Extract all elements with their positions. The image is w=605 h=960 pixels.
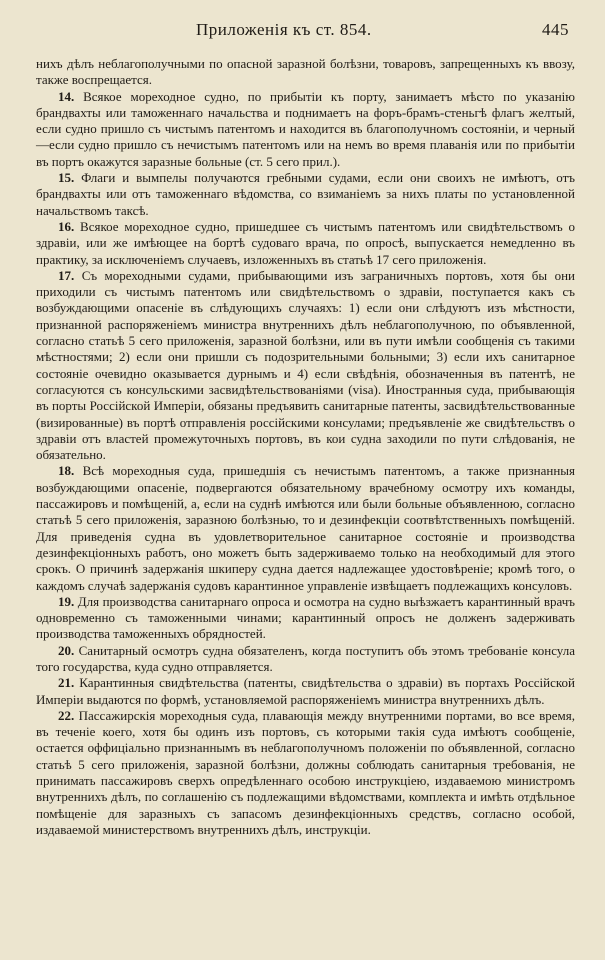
paragraph-17 [36,268,575,464]
paragraph-continuation [36,56,575,89]
paragraph-number: 16. [58,218,75,234]
paragraph-number: 15. [58,170,75,186]
paragraph-number: 20. [58,642,75,658]
running-header [36,18,575,42]
paragraph-19 [36,594,575,643]
paragraph-text: Карантинныя свидѣтельства (патенты, свидѣтельства о здравіи) въ портахъ Россійской Имперіи выдаются по формѣ, установляемой распоряженіемъ министра внутреннихъ дѣлъ. [36,675,576,707]
paragraph-text: Всякое мореходное судно, по прибытіи къ порту, занимаетъ мѣсто по указанію брандвахты или таможеннаго начальства и поднимаетъ на форъ-брамъ-стеньгѣ флагъ желтый, если судно пришло съ чистымъ патентомъ и находится въ благополучномъ состояніи, и черный—если судно пришло съ нечистымъ патентомъ или на немъ во время плаванія или по прибытіи въ портъ окажутся заразные больные (ст. 5 сего прил.). [36,88,575,169]
paragraph-text: Для производства санитарнаго опроса и осмотра на судно выѣзжаетъ карантинный врачъ одновременно съ таможенными чинами; карантинный опросъ не долженъ задерживать производства таможенныхъ обрядностей. [36,593,576,642]
paragraph-22 [36,708,575,838]
paragraph-21 [36,675,575,708]
paragraph-number: 21. [58,675,75,691]
body-text [36,56,575,838]
paragraph-number: 22. [58,707,75,723]
paragraph-18 [36,463,575,593]
paragraph-text: Съ мореходными судами, прибывающими изъ заграничныхъ портовъ, хотя бы они приходили съ чистымъ патентомъ или свидѣтельствомъ о здравіи, поступается какъ съ возбуждающими опасеніе въ слѣдующихъ случаяхъ: 1) если они слѣдуютъ изъ мѣстности, признанной распоряженіемъ министра внутреннихъ дѣлъ неблагополучною, по объявленной, согласно статьѣ 5 сего приложенія, заразной болѣзни, или въ пути имѣли сообщенія съ такими мѣстностями; 2) если они пришли съ подозрительными больными; 3) если ихъ санитарное состояніе очевидно оказывается дурнымъ и 4) если свѣдѣнія, обозначенныя въ патентѣ, не согласуются съ консульскими засвидѣтельствованіями (visa). Иностранныя суда, прибывающія въ порты Россійской Имперіи, обязаны предъявить санитарные патенты, засвидѣтельствованные (визированные) въ портѣ отправленія россійскими консулами; предъявленіе же свидѣтельствъ о здравіи отъ властей промежуточныхъ портовъ, въ кои судна заходили по пути слѣдованія, не обязательно. [36,267,576,463]
paragraph-16 [36,219,575,268]
paragraph-text: Всякое мореходное судно, пришедшее съ чистымъ патентомъ или свидѣтельствомъ о здравіи, или же имѣющее на бортѣ судоваго врача, по опросѣ, выпускается немедленно въ практику, за исключеніемъ случаевъ, изложенныхъ въ статьѣ 17 сего приложенія. [36,218,576,267]
running-title: Приложенія къ ст. 854. [196,20,372,39]
page-number: 445 [542,20,569,39]
paragraph-text: Флаги и вымпелы получаются гребными судами, если они своихъ не имѣютъ, отъ брандвахты или отъ таможеннаго вѣдомства, со взиманіемъ за нихъ платы по установленной начальствомъ таксѣ. [36,170,575,218]
paragraph-14 [36,89,575,170]
paragraph-text: Всѣ мореходныя суда, пришедшія съ нечистымъ патентомъ, а также признанныя возбуждающими опасеніе, подвергаются обязательному врачебному осмотру ихъ команды, пассажировъ и помѣщеній, а, если на суднѣ имѣются или были больные объявленною, согласно статьѣ 5 сего приложенія, заразною болѣзнью, то и дезинфекціи соотвѣтственныхъ помѣщеній. Для приведенія судна въ удовлетворительное санитарное состояніе и производства дезинфекціонныхъ работъ, оно можетъ быть задерживаемо только на необходимый для этого срокъ. О причинѣ задержанія шкиперу судна дается надлежащее удостовѣреніе; кромѣ того, о каждомъ случаѣ задержанія судовъ карантинное управленіе извѣщаетъ подлежащихъ консуловъ. [36,463,576,593]
paragraph-number: 14. [58,88,75,104]
paragraph-number: 18. [58,463,75,479]
paragraph-number: 19. [58,593,75,609]
paragraph-20 [36,643,575,676]
paragraph-number: 17. [58,267,75,283]
paragraph-15 [36,170,575,219]
paragraph-text: нихъ дѣлъ неблагополучными по опасной заразной болѣзни, товаровъ, запрещенныхъ къ ввозу, также воспрещается. [36,56,575,88]
paragraph-text: Санитарный осмотръ судна обязателенъ, когда поступитъ объ этомъ требованіе консула того государства, куда судно отправляется. [36,642,575,674]
paragraph-text: Пассажирскія мореходныя суда, плавающія между внутренними портами, во все время, въ теченіе коего, хотя бы одинъ изъ портовъ, съ которыми такія суда имѣютъ сообщеніе, остается оффиціально признаннымъ въ неблагополучномъ положеніи по объявленной, согласно статьѣ 5 сего приложенія, заразной болѣзни, должны соблюдать санитарныя требованія, не принимать пассажировъ сверхъ опредѣленнаго особою инструкціею, издаваемою министромъ внутреннихъ дѣлъ, по соглашенію съ подлежащими вѣдомствами, комплекта и имѣть отдѣльное помѣщеніе для заразныхъ съ запасомъ дезинфекціонныхъ средствъ, согласно особой, издаваемой министерствомъ внутреннихъ дѣлъ, инструкціи. [36,707,575,837]
